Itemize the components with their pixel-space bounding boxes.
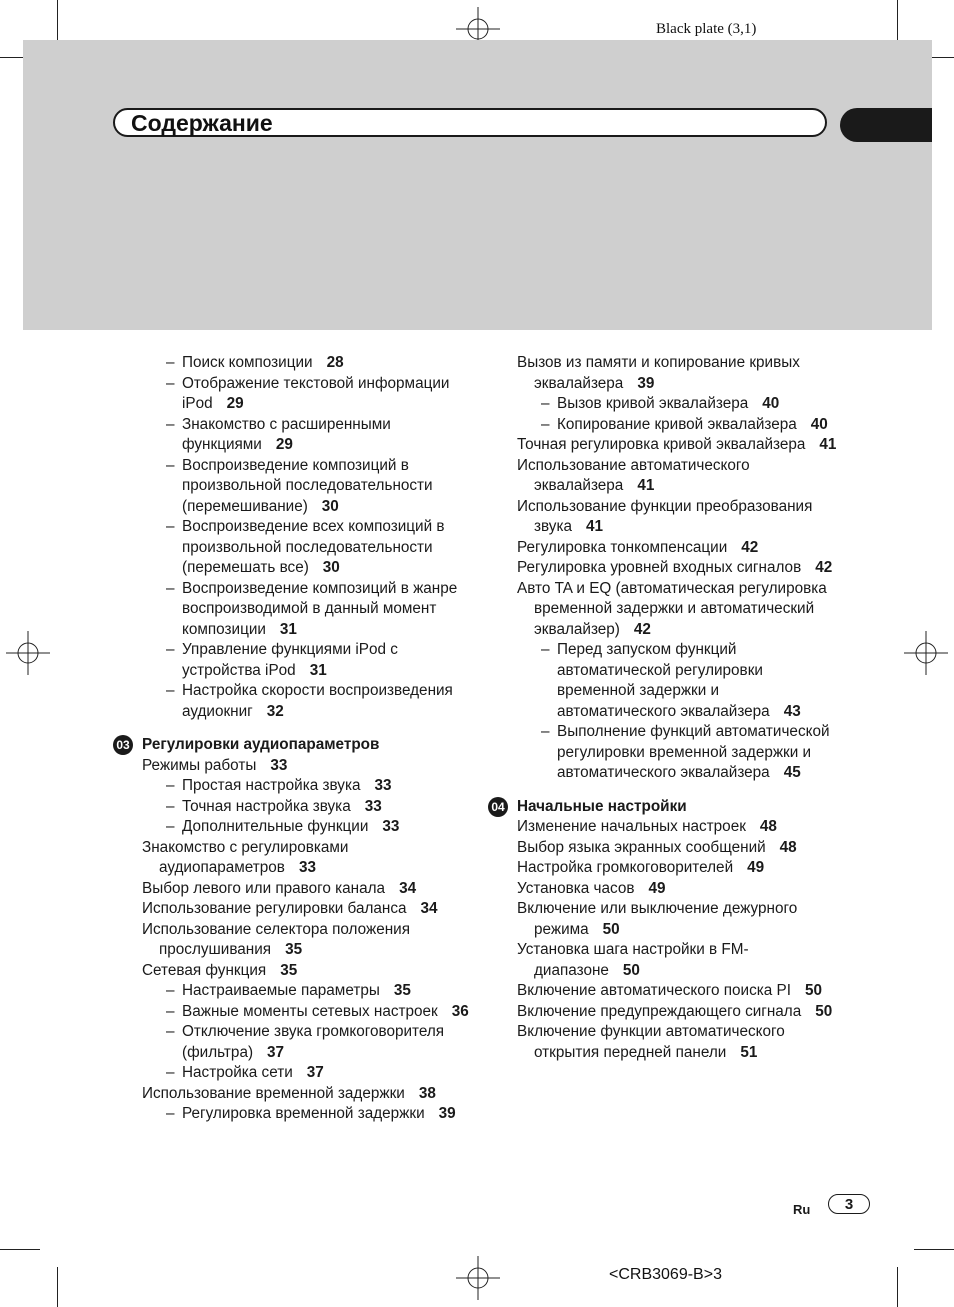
dash-bullet-icon: – [541, 395, 550, 412]
entry-title: Простая настройка звука [182, 777, 361, 794]
entry-page-number: 33 [298, 859, 316, 876]
entry-title: Настройка громкоговорителей [517, 859, 734, 876]
toc-subentry [142, 374, 472, 415]
toc-entry [517, 353, 837, 394]
dash-bullet-icon: – [166, 641, 175, 658]
dash-bullet-icon: – [166, 374, 175, 392]
dash-bullet-icon: – [166, 354, 175, 371]
page-number: 3 [828, 1194, 870, 1214]
toc-subentry [142, 981, 472, 1002]
entry-page-number: 31 [279, 620, 297, 638]
entry-title: Отключение звука громкоговорителя (фильтра) [182, 1023, 445, 1061]
entry-title: Перед запуском функций автоматической регулировки временной задержки и автоматического эквалайзера [557, 641, 770, 720]
entry-page-number: 29 [226, 395, 244, 412]
entry-title: Поиск композиции [182, 354, 313, 371]
entry-page-number: 50 [602, 920, 620, 938]
toc-left-column [116, 353, 472, 1125]
toc-entry [142, 961, 472, 982]
entry-page-number: 39 [637, 374, 655, 392]
entry-page-number: 49 [747, 859, 765, 876]
entry-page-number: 50 [815, 1002, 833, 1020]
entry-title: Точная регулировка кривой эквалайзера [517, 436, 806, 453]
entry-page-number: 33 [270, 756, 288, 774]
entry-title: Выполнение функций автоматической регулировки временной задержки и автоматического эквалайзера [557, 723, 830, 781]
entry-page-number: 39 [438, 1105, 456, 1122]
entry-page-number: 29 [275, 436, 293, 453]
toc-subentry [142, 353, 472, 374]
toc-subentry [142, 517, 472, 579]
entry-title: Вызов кривой эквалайзера [557, 395, 749, 412]
entry-title: Включение предупреждающего сигнала [517, 1002, 802, 1020]
toc-entry [517, 858, 837, 879]
entry-title: Установка часов [517, 879, 635, 897]
entry-page-number: 33 [364, 797, 382, 815]
toc-subentry [142, 1063, 472, 1084]
entry-title: Установка шага настройки в FM-диапазоне [517, 941, 749, 979]
entry-page-number: 34 [420, 900, 438, 917]
entry-page-number: 38 [418, 1084, 436, 1102]
language-label: Ru [793, 1202, 811, 1217]
entry-page-number: 32 [266, 702, 284, 720]
header-band [23, 40, 932, 330]
dash-bullet-icon: – [541, 415, 550, 433]
crop-mark [0, 57, 23, 58]
toc-subentry [142, 1002, 472, 1023]
dash-bullet-icon: – [541, 723, 550, 740]
entry-page-number: 42 [741, 538, 759, 556]
entry-page-number: 30 [321, 497, 339, 515]
page-title: Содержание [131, 110, 273, 136]
toc-subentry [142, 1022, 472, 1063]
entry-title: Сетевая функция [142, 961, 267, 979]
section-tab [840, 108, 932, 142]
toc-entry [517, 817, 837, 838]
entry-title: Включение автоматического поиска PI [517, 982, 791, 999]
entry-page-number: 41 [637, 477, 655, 494]
toc-subentry [142, 456, 472, 518]
toc-subentry [142, 415, 472, 456]
document-code: <CRB3069-B>3 [609, 1266, 722, 1283]
entry-title: Воспроизведение композиций в жанре воспроизводимой в данный момент композиции [182, 579, 458, 638]
toc-subentry [517, 640, 837, 722]
toc-subentry [142, 817, 472, 838]
entry-page-number: 36 [451, 1002, 469, 1020]
dash-bullet-icon: – [166, 818, 175, 835]
entry-title: Отображение текстовой информации iPod [182, 374, 450, 412]
section-number-badge: 03 [113, 735, 133, 755]
crop-mark [57, 1267, 58, 1307]
dash-bullet-icon: – [166, 1064, 175, 1081]
entry-page-number: 35 [285, 941, 303, 958]
entry-page-number: 37 [306, 1064, 324, 1081]
toc-entry [142, 899, 472, 920]
entry-page-number: 50 [804, 982, 822, 999]
toc-subentry [517, 415, 837, 436]
section-number-badge: 04 [488, 797, 508, 817]
entry-page-number: 43 [783, 702, 801, 720]
registration-mark-icon [904, 631, 948, 675]
entry-title: Воспроизведение всех композиций в произвольной последовательности (перемешать все) [182, 518, 445, 576]
toc-subentry [142, 640, 472, 681]
toc-entry [517, 435, 837, 456]
entry-title: Регулировка временной задержки [182, 1105, 425, 1122]
entry-title: Использование автоматического эквалайзера [517, 456, 750, 494]
entry-title: Регулировка уровней входных сигналов [517, 559, 802, 576]
entry-title: Включение функции автоматического открытия передней панели [517, 1023, 785, 1061]
entry-page-number: 28 [326, 354, 344, 371]
toc-right-column [491, 353, 837, 1063]
registration-mark-icon [456, 1256, 500, 1300]
toc-subentry [142, 797, 472, 818]
entry-title: Использование селектора положения прослушивания [142, 920, 411, 958]
entry-page-number: 45 [783, 764, 801, 781]
entry-title: Регулировка тонкомпенсации [517, 538, 728, 556]
entry-title: Дополнительные функции [182, 818, 369, 835]
toc-subentry [142, 681, 472, 722]
crop-mark [57, 0, 58, 40]
entry-title: Важные моменты сетевых настроек [182, 1002, 438, 1020]
toc-entry [517, 558, 837, 579]
dash-bullet-icon: – [166, 456, 175, 474]
entry-page-number: 42 [633, 620, 651, 638]
dash-bullet-icon: – [166, 1105, 175, 1122]
crop-mark [932, 57, 954, 58]
entry-title: Настраиваемые параметры [182, 982, 380, 999]
entry-page-number: 34 [399, 879, 417, 897]
entry-title: Знакомство с регулировками аудиопараметров [142, 838, 349, 876]
title-pill [113, 108, 827, 137]
entry-title: Точная настройка звука [182, 797, 351, 815]
dash-bullet-icon: – [166, 982, 175, 999]
toc-subentry [517, 722, 837, 784]
toc-subentry [517, 394, 837, 415]
entry-title: Изменение начальных настроек [517, 818, 746, 835]
toc-entry [517, 940, 837, 981]
dash-bullet-icon: – [166, 1023, 175, 1040]
toc-entry [517, 838, 837, 859]
toc-entry [517, 579, 837, 641]
entry-title: Настройка скорости воспроизведения аудиокниг [182, 682, 453, 720]
dash-bullet-icon: – [166, 415, 175, 433]
dash-bullet-icon: – [166, 777, 175, 794]
dash-bullet-icon: – [166, 518, 175, 535]
toc-entry [517, 981, 837, 1002]
entry-page-number: 41 [586, 518, 604, 535]
entry-title: Знакомство с расширенными функциями [182, 415, 391, 453]
toc-entry [142, 879, 472, 900]
entry-page-number: 48 [759, 818, 777, 835]
dash-bullet-icon: – [166, 1002, 175, 1020]
toc-entry [517, 456, 837, 497]
entry-title: Настройка сети [182, 1064, 293, 1081]
toc-entry [517, 899, 837, 940]
entry-title: Копирование кривой эквалайзера [557, 415, 797, 433]
plate-label: Black plate (3,1) [656, 21, 757, 37]
dash-bullet-icon: – [166, 682, 175, 699]
entry-title: Использование временной задержки [142, 1084, 405, 1102]
crop-mark [914, 1249, 954, 1250]
entry-page-number: 40 [810, 415, 828, 433]
entry-title: Воспроизведение композиций в произвольной последовательности (перемешивание) [182, 456, 433, 515]
section-title: Начальные настройки [517, 797, 687, 815]
entry-title: Режимы работы [142, 756, 257, 774]
toc-entry [142, 1084, 472, 1105]
entry-title: Выбор языка экранных сообщений [517, 838, 766, 856]
toc-entry [517, 497, 837, 538]
entry-title: Использование регулировки баланса [142, 900, 407, 917]
entry-title: Управление функциями iPod с устройства iPod [182, 641, 398, 679]
entry-page-number: 48 [779, 838, 797, 856]
toc-subentry [142, 776, 472, 797]
toc-section-heading [491, 797, 837, 818]
entry-page-number: 37 [267, 1043, 285, 1061]
toc-entry [517, 879, 837, 900]
toc-entry [517, 1002, 837, 1023]
section-title: Регулировки аудиопараметров [142, 736, 380, 753]
toc-subentry [142, 1104, 472, 1125]
crop-mark [897, 1267, 898, 1307]
toc-section-heading [116, 735, 472, 756]
dash-bullet-icon: – [166, 797, 175, 815]
entry-page-number: 31 [309, 661, 327, 679]
entry-title: Авто TA и EQ (автоматическая регулировка временной задержки и автоматический эквалайзер) [517, 579, 827, 638]
entry-page-number: 50 [622, 961, 640, 979]
entry-page-number: 42 [815, 559, 833, 576]
entry-page-number: 35 [280, 961, 298, 979]
crop-mark [897, 0, 898, 40]
toc-entry [142, 756, 472, 777]
entry-page-number: 49 [648, 879, 666, 897]
toc-entry [517, 538, 837, 559]
entry-page-number: 51 [740, 1043, 758, 1061]
entry-page-number: 40 [762, 395, 780, 412]
entry-page-number: 35 [393, 982, 411, 999]
toc-subentry [142, 579, 472, 641]
entry-title: Выбор левого или правого канала [142, 879, 386, 897]
dash-bullet-icon: – [541, 641, 550, 658]
entry-page-number: 41 [819, 436, 837, 453]
toc-entry [517, 1022, 837, 1063]
entry-title: Использование функции преобразования звука [517, 497, 813, 535]
entry-page-number: 33 [382, 818, 400, 835]
dash-bullet-icon: – [166, 579, 175, 597]
toc-entry [142, 838, 472, 879]
entry-page-number: 33 [374, 777, 392, 794]
toc-entry [142, 920, 472, 961]
entry-title: Включение или выключение дежурного режима [517, 900, 798, 938]
registration-mark-icon [6, 631, 50, 675]
entry-page-number: 30 [322, 559, 340, 576]
entry-title: Вызов из памяти и копирование кривых эквалайзера [517, 354, 800, 392]
crop-mark [0, 1249, 40, 1250]
